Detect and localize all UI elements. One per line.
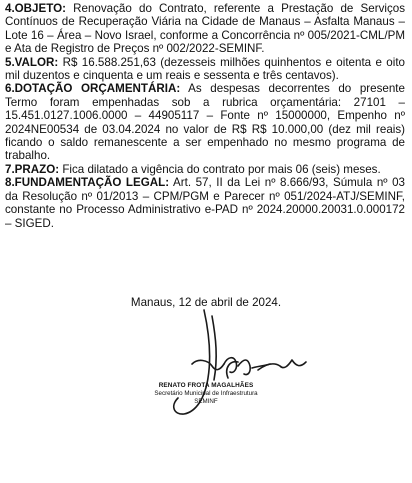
clause-prazo	[5, 163, 405, 176]
clause-text: R$ 16.588.251,63 (dezesseis milhões quinhentos e oitenta e oito mil duzentos e cinquenta e um reais e sessenta e três centavos).	[5, 55, 405, 83]
clause-text: As despesas decorrentes do presente Termo foram empenhadas sob a rubrica orçamentária: 27101 – 15.451.0127.1006.0000 – 44905117 – Fonte nº 15000000, Empenho nº 2024NE00534 de 03.04.2024 no valor de R$ R$ 10.000,00 (dez mil reais) ficando o saldo remanescente a ser empenhado no mesmo programa de trabalho.	[5, 82, 405, 163]
clause-heading: 5.VALOR:	[5, 55, 59, 69]
clause-objeto	[5, 2, 405, 56]
signer-name: RENATO FROTA MAGALHÃES	[158, 382, 254, 389]
clause-text: Fica dilatado a vigência do contrato por mais 06 (seis) meses.	[59, 162, 381, 176]
signer-org: SEMINF	[194, 398, 218, 405]
clause-heading: 8.FUNDAMENTAÇÃO LEGAL:	[5, 176, 170, 190]
signer-block	[0, 382, 412, 406]
clause-heading: 4.OBJETO:	[5, 2, 66, 15]
clause-heading: 7.PRAZO:	[5, 162, 60, 176]
clause-heading: 6.DOTAÇÃO ORÇAMENTÁRIA:	[5, 82, 181, 96]
signer-role: Secretário Municipal de Infraestrutura	[154, 390, 258, 397]
clause-text: Art. 57, II da Lei nº 8.666/93, Súmula nº 03 da Resolução nº 01/2013 – CPM/PGM e Parecer nº 051/2024-ATJ/SEMINF, constante no Processo Administrativo e-PAD nº 2024.20000.20031.0.000172 – SIGED.	[5, 176, 405, 230]
place-date: Manaus, 12 de abril de 2024.	[130, 296, 282, 309]
clause-valor	[5, 56, 405, 83]
clause-text: Renovação do Contrato, referente a Prestação de Serviços Contínuos de Recuperação Viária na Cidade de Manaus – Asfalta Manaus – Lote 16 – Área – Novo Israel, conforme a Concorrência nº 005/2021-CML/PM e Ata de Registro de Preços nº 002/2022-SEMINF.	[5, 2, 405, 56]
clause-fundamentacao	[5, 176, 405, 230]
clause-dotacao	[5, 82, 405, 162]
contract-clauses	[5, 2, 405, 230]
